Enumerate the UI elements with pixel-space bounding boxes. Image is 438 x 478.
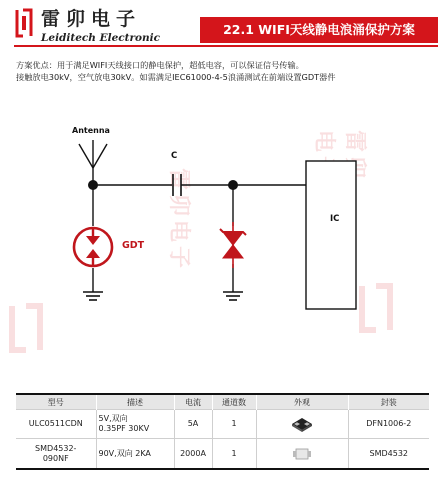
gdt-symbol — [74, 228, 112, 266]
header-description: 描述 — [96, 395, 174, 410]
cell-model-line: SMD4532- — [35, 444, 77, 453]
cell-current: 2000A — [174, 439, 212, 470]
header-model: 型号 — [16, 395, 96, 410]
antenna-label: Antenna — [72, 126, 110, 135]
cell-description-line: 0.35PF 30KV — [98, 424, 150, 433]
cell-description-line: 5V,双向 — [98, 414, 128, 423]
cell-appearance — [256, 439, 348, 470]
table-row — [16, 439, 429, 470]
header-channels: 通道数 — [212, 395, 256, 410]
gdt-label: GDT — [122, 240, 145, 251]
table-row — [16, 410, 429, 439]
junction-dot — [228, 180, 238, 190]
ic-block — [306, 161, 356, 309]
header-appearance: 外观 — [256, 395, 348, 410]
antenna-symbol — [79, 140, 107, 168]
product-table — [16, 393, 429, 469]
watermark: 雷卯电子 — [166, 168, 192, 273]
ic-label: IC — [330, 214, 340, 224]
brand-name-en: Leiditech Electronic — [41, 32, 161, 44]
ground-symbol — [83, 292, 103, 300]
capacitor-symbol — [173, 174, 181, 196]
page-title: 22.1 WIFI天线静电浪涌保护方案 — [200, 17, 438, 43]
cell-channels: 1 — [212, 410, 256, 439]
cell-description: 90V,双向 2KA — [96, 439, 174, 470]
dfn-package-icon — [289, 415, 315, 433]
smd-package-icon — [292, 446, 312, 462]
cell-description — [96, 410, 174, 439]
description-line-2: 接触放电30kV，空气放电30kV。如需满足IEC61000-4-5浪涌测试在前端设置GDT器件 — [16, 72, 336, 82]
header-package: 封装 — [348, 395, 429, 410]
capacitor-label: C — [171, 151, 178, 161]
cell-model-line: 090NF — [42, 454, 69, 463]
table-header-row — [16, 395, 429, 410]
table-bottom-rule — [16, 468, 429, 470]
description-line-1: 方案优点：用于满足WIFI天线接口的静电保护，超低电容，可以保证信号传输。 — [16, 60, 304, 70]
tvs-diode-symbol — [220, 222, 246, 268]
cell-current: 5A — [174, 410, 212, 439]
cell-package: DFN1006-2 — [348, 410, 429, 439]
cell-package: SMD4532 — [348, 439, 429, 470]
ground-symbol — [223, 292, 243, 300]
watermark: 雷卯电子 — [311, 130, 368, 183]
brand-name-cn: 雷卯电子 — [41, 8, 142, 30]
header-current: 电流 — [174, 395, 212, 410]
cell-channels: 1 — [212, 439, 256, 470]
junction-dot — [88, 180, 98, 190]
cell-appearance — [256, 410, 348, 439]
cell-model: ULC0511CDN — [16, 410, 96, 439]
cell-model — [16, 439, 96, 470]
